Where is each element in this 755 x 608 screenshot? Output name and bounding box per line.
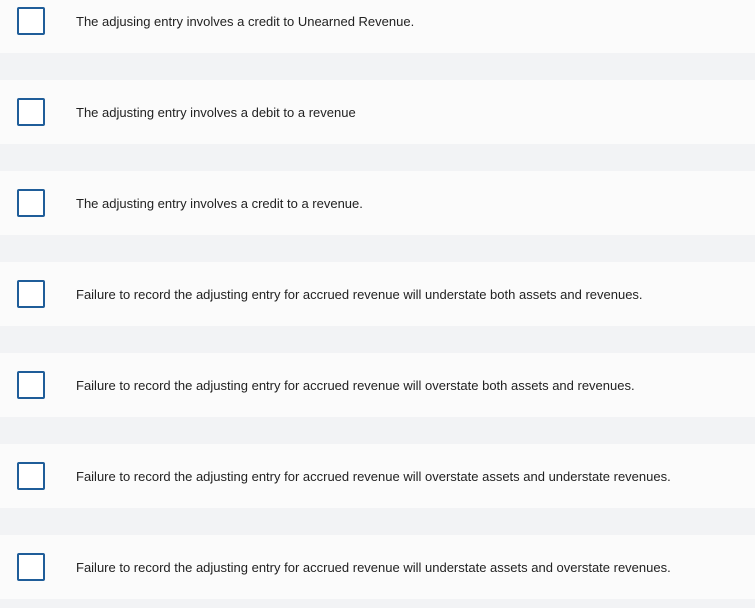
answer-option-label-7[interactable]: Failure to record the adjusting entry for accrued revenue will understate assets and overstate revenues. (76, 559, 671, 575)
answer-option-label-1[interactable]: The adjusing entry involves a credit to Unearned Revenue. (76, 13, 415, 29)
answer-option-5[interactable] (0, 353, 755, 417)
answer-option-6[interactable] (0, 444, 755, 508)
answer-option-label-5[interactable]: Failure to record the adjusting entry for accrued revenue will overstate both assets and revenues. (76, 377, 635, 393)
answer-checkbox-6[interactable] (17, 462, 45, 490)
answer-option-label-4[interactable]: Failure to record the adjusting entry for accrued revenue will understate both assets and revenues. (76, 286, 643, 302)
answer-option-1[interactable] (0, 0, 755, 53)
answer-option-label-2[interactable]: The adjusting entry involves a debit to a revenue (76, 104, 356, 120)
answer-option-label-3[interactable]: The adjusting entry involves a credit to a revenue. (76, 195, 363, 211)
answer-option-2[interactable] (0, 80, 755, 144)
answer-checkbox-1[interactable] (17, 7, 45, 35)
answer-option-label-6[interactable]: Failure to record the adjusting entry for accrued revenue will overstate assets and understate revenues. (76, 468, 671, 484)
answer-checkbox-2[interactable] (17, 98, 45, 126)
answer-checkbox-7[interactable] (17, 553, 45, 581)
answer-option-4[interactable] (0, 262, 755, 326)
answer-checkbox-3[interactable] (17, 189, 45, 217)
answer-checkbox-4[interactable] (17, 280, 45, 308)
answer-option-7[interactable] (0, 535, 755, 599)
answer-checkbox-5[interactable] (17, 371, 45, 399)
answer-option-3[interactable] (0, 171, 755, 235)
